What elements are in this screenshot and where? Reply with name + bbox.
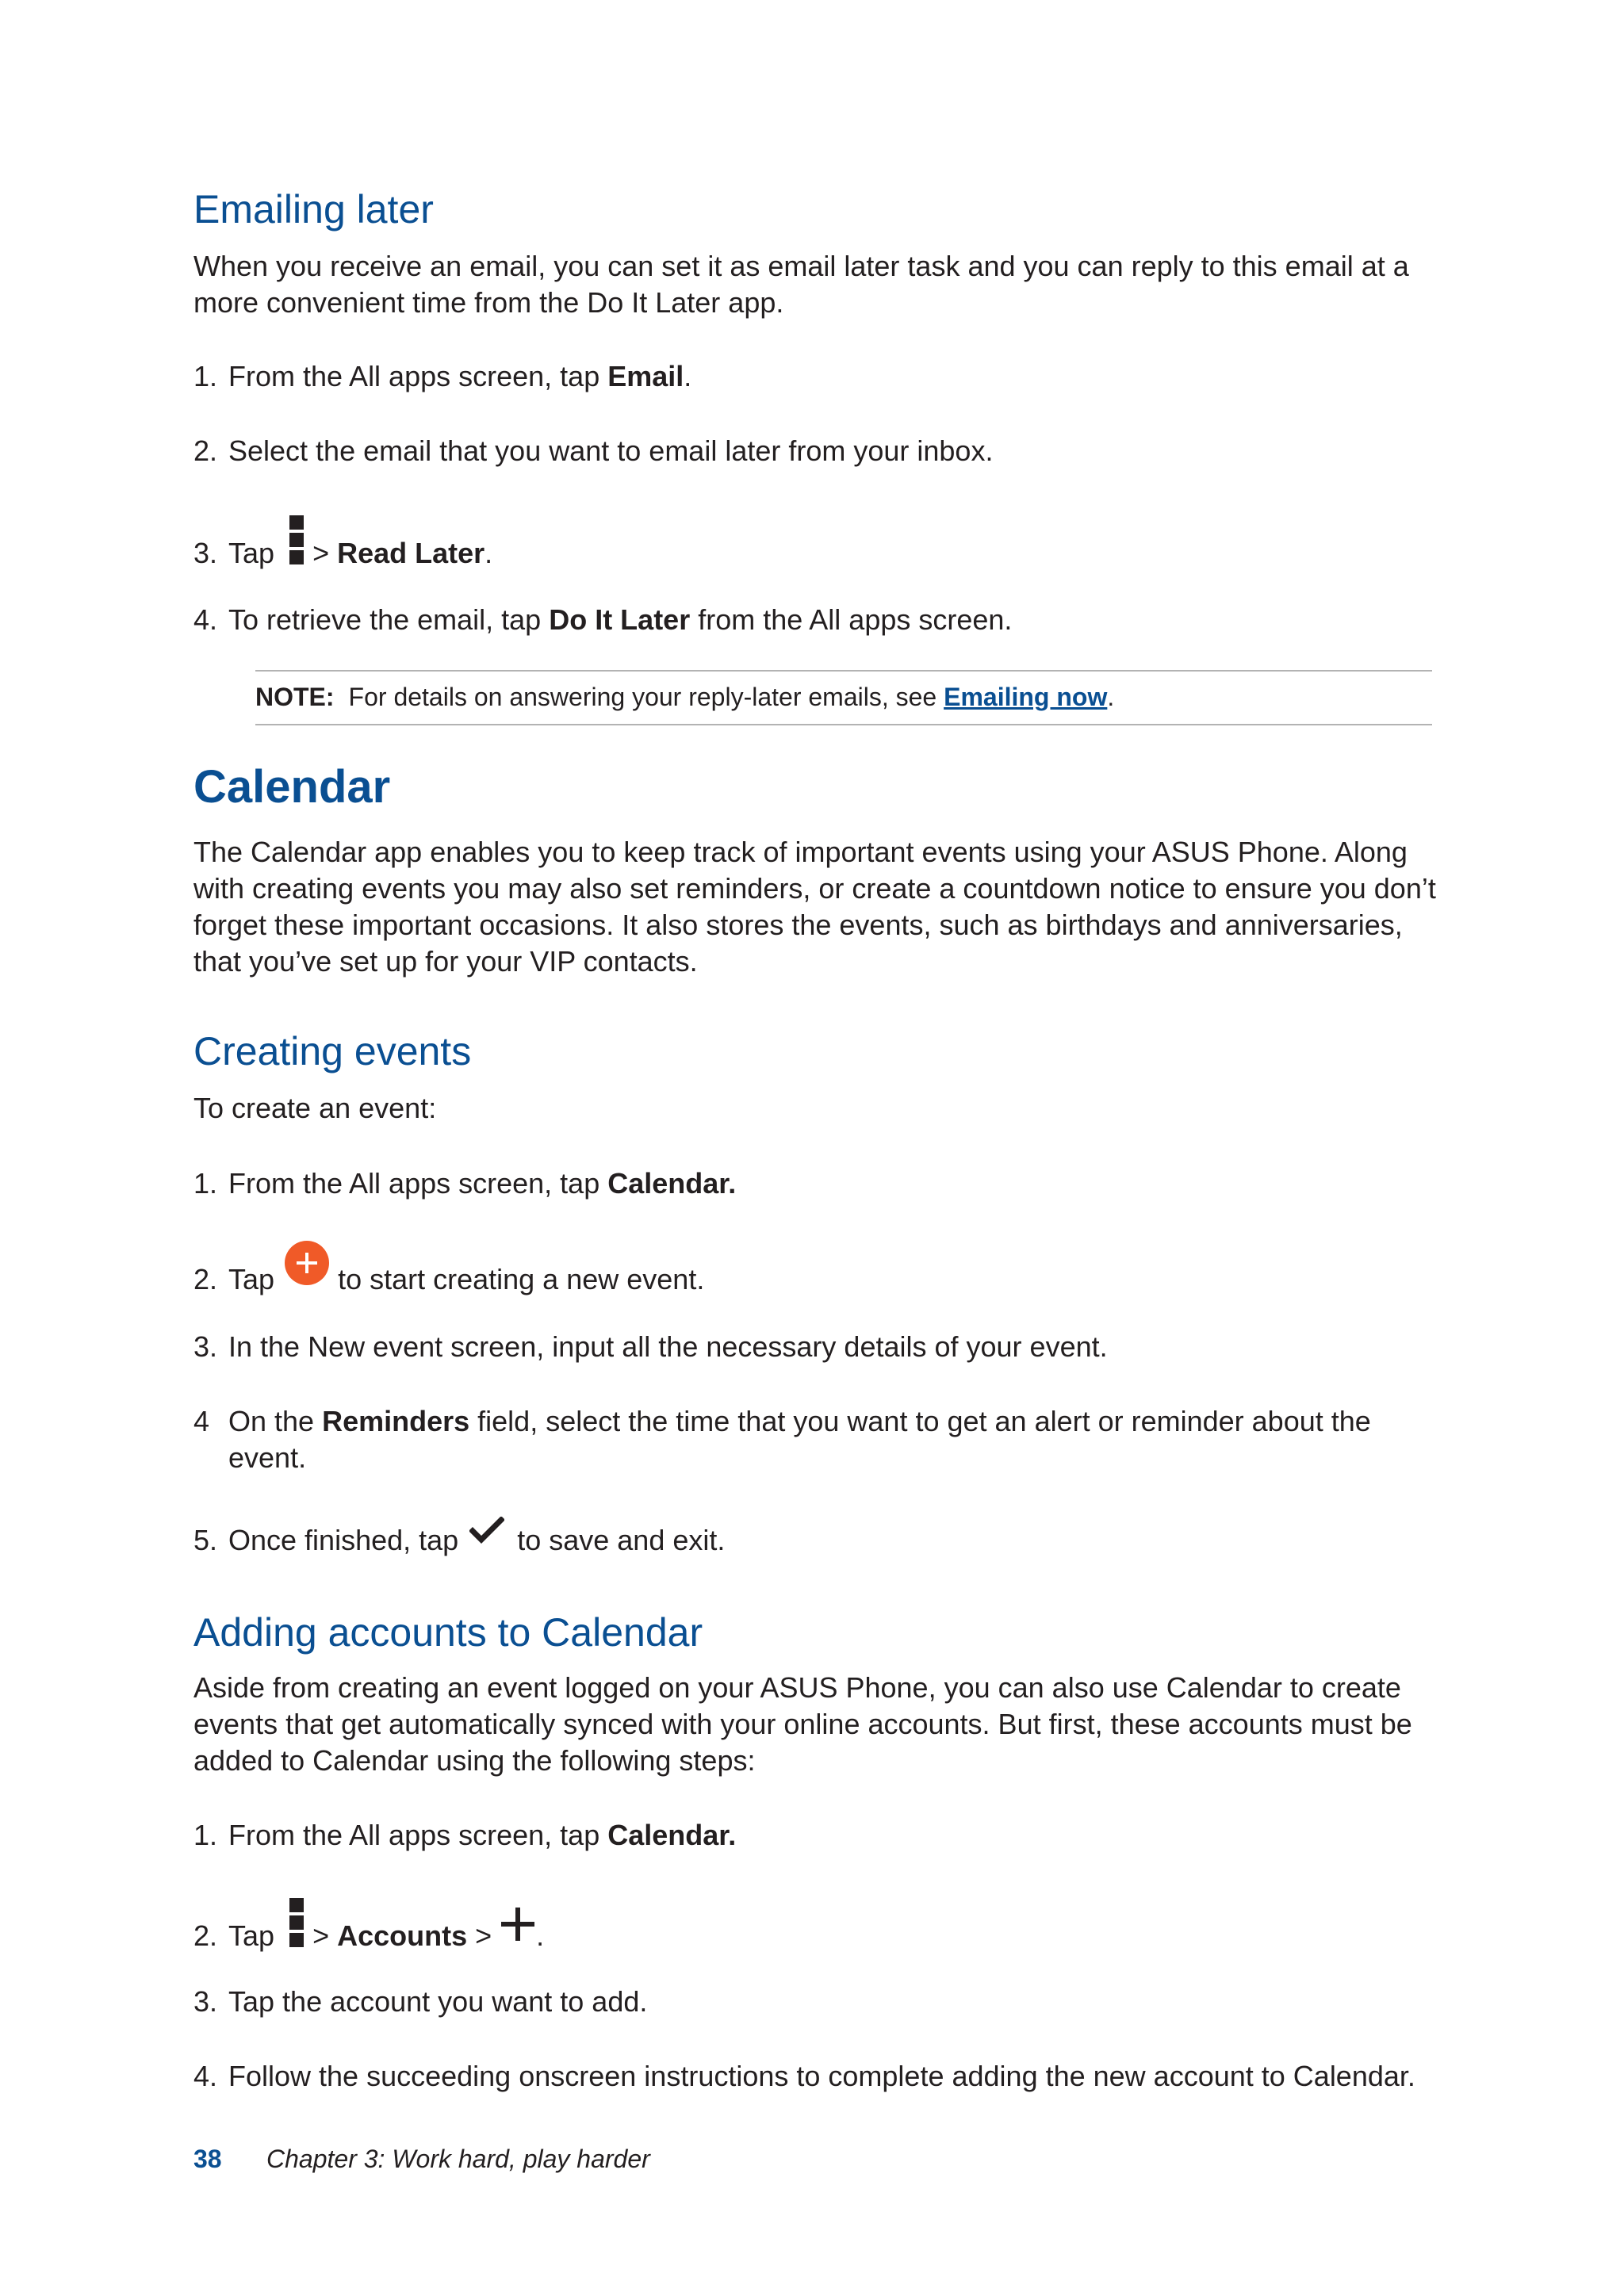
- step-number: 1.: [193, 1167, 218, 1200]
- vertical-dots-menu-icon: [289, 515, 304, 573]
- step-text: To retrieve the email, tap: [228, 603, 550, 636]
- note-text: [255, 681, 1114, 713]
- intro-line: Aside from creating an event logged on your ASUS Phone, you can also use Calendar to create: [193, 1671, 1401, 1704]
- step-text: Tap: [228, 1263, 275, 1296]
- emailing-step-3: [193, 526, 492, 584]
- emailing-step-1: [193, 358, 691, 395]
- step-text: .: [684, 360, 692, 392]
- step-bold: Accounts: [337, 1919, 468, 1953]
- step-text: from the All apps screen.: [690, 603, 1013, 636]
- step-text: .: [536, 1919, 545, 1953]
- step-text: From the All apps screen, tap: [228, 1819, 608, 1851]
- creating-events-heading: Creating events: [193, 1029, 472, 1073]
- step-text: From the All apps screen, tap: [228, 360, 608, 392]
- step-number: 3.: [193, 1985, 218, 2018]
- step-number: 2.: [193, 434, 218, 467]
- step-number: 4.: [193, 603, 218, 636]
- step-number: 5.: [193, 1524, 218, 1556]
- intro-line: forget these important occasions. It also stores the events, such as birthdays and anniversaries,: [193, 909, 1403, 941]
- step-text: field, select the time that you want to get an alert or reminder about the: [469, 1405, 1371, 1437]
- intro-line: that you’ve set up for your VIP contacts.: [193, 945, 698, 978]
- checkmark-icon: [469, 1516, 504, 1552]
- intro-line: When you receive an email, you can set it as email later task and you can reply to this email at a: [193, 250, 1409, 282]
- step-text: Tap: [228, 1919, 275, 1953]
- adding-accounts-heading: Adding accounts to Calendar: [193, 1610, 703, 1655]
- step-text: Tap: [228, 537, 275, 570]
- step-text: >: [304, 1919, 338, 1953]
- creating-step-5: [193, 1522, 725, 1560]
- emailing-later-heading: Emailing later: [193, 187, 434, 232]
- step-text: to save and exit.: [509, 1524, 726, 1556]
- step-bold: Reminders: [322, 1405, 470, 1437]
- step-text: .: [485, 537, 493, 570]
- step-number: 1.: [193, 1819, 218, 1851]
- step-bold: Read Later: [337, 537, 485, 570]
- step-number: 2.: [193, 1919, 218, 1953]
- plus-icon: [500, 1906, 536, 1951]
- step-bold: Do It Later: [549, 603, 691, 636]
- step-text: In the New event screen, input all the necessary details of your event.: [228, 1330, 1108, 1363]
- intro-line: more convenient time from the Do It Later app.: [193, 286, 784, 319]
- adding-accounts-intro: [193, 1670, 1526, 1779]
- step-text: >: [304, 537, 338, 570]
- step-number: 2.: [193, 1263, 218, 1296]
- calendar-heading: Calendar: [193, 761, 391, 813]
- creating-step-4-continued: event.: [228, 1441, 307, 1474]
- step-number: 3.: [193, 1330, 218, 1363]
- step-bold: Calendar.: [607, 1167, 737, 1200]
- step-text: On the: [228, 1405, 323, 1437]
- intro-line: The Calendar app enables you to keep track of important events using your ASUS Phone. Along: [193, 836, 1408, 868]
- note-post: .: [1107, 683, 1115, 711]
- emailing-now-link[interactable]: Emailing now: [944, 683, 1108, 711]
- page-number: 38: [193, 2145, 222, 2173]
- intro-line: events that get automatically synced with your online accounts. But first, these accounts must be: [193, 1708, 1412, 1740]
- orange-plus-circle-icon: [284, 1240, 330, 1295]
- emailing-later-intro: [193, 248, 1526, 321]
- step-text: to start creating a new event.: [330, 1263, 705, 1296]
- note-body: For details on answering your reply-later emails, see: [348, 683, 944, 711]
- adding-step-2: [193, 1909, 544, 1967]
- creating-step-1: [193, 1165, 736, 1202]
- step-number: 4.: [193, 2060, 218, 2092]
- intro-line: with creating events you may also set reminders, or create a countdown notice to ensure you don’t: [193, 872, 1436, 905]
- note-label: NOTE:: [255, 683, 335, 711]
- note-box: [255, 670, 1432, 725]
- intro-line: added to Calendar using the following steps:: [193, 1744, 756, 1777]
- chapter-title: Chapter 3: Work hard, play harder: [266, 2145, 650, 2173]
- creating-step-4: [193, 1403, 1371, 1440]
- adding-step-1: [193, 1817, 736, 1854]
- step-number: 3.: [193, 537, 218, 570]
- adding-step-3: [193, 1984, 647, 2020]
- vertical-dots-menu-icon: [289, 1898, 304, 1956]
- step-text: Tap the account you want to add.: [228, 1985, 648, 2018]
- creating-step-3: [193, 1329, 1108, 1365]
- creating-events-intro: To create an event:: [193, 1092, 437, 1124]
- emailing-step-4: [193, 602, 1012, 638]
- step-text: From the All apps screen, tap: [228, 1167, 608, 1200]
- step-number: 4: [193, 1405, 210, 1437]
- step-bold: Email: [607, 360, 684, 392]
- step-number: 1.: [193, 360, 218, 392]
- adding-step-4: [193, 2058, 1415, 2095]
- creating-step-2: [193, 1254, 704, 1309]
- emailing-step-2: [193, 433, 993, 469]
- calendar-intro: [193, 834, 1526, 980]
- step-text: >: [467, 1919, 500, 1953]
- step-text: Select the email that you want to email later from your inbox.: [228, 434, 994, 467]
- step-text: Follow the succeeding onscreen instructions to complete adding the new account to Calendar.: [228, 2060, 1415, 2092]
- step-bold: Calendar.: [607, 1819, 737, 1851]
- step-text: Once finished, tap: [228, 1524, 459, 1556]
